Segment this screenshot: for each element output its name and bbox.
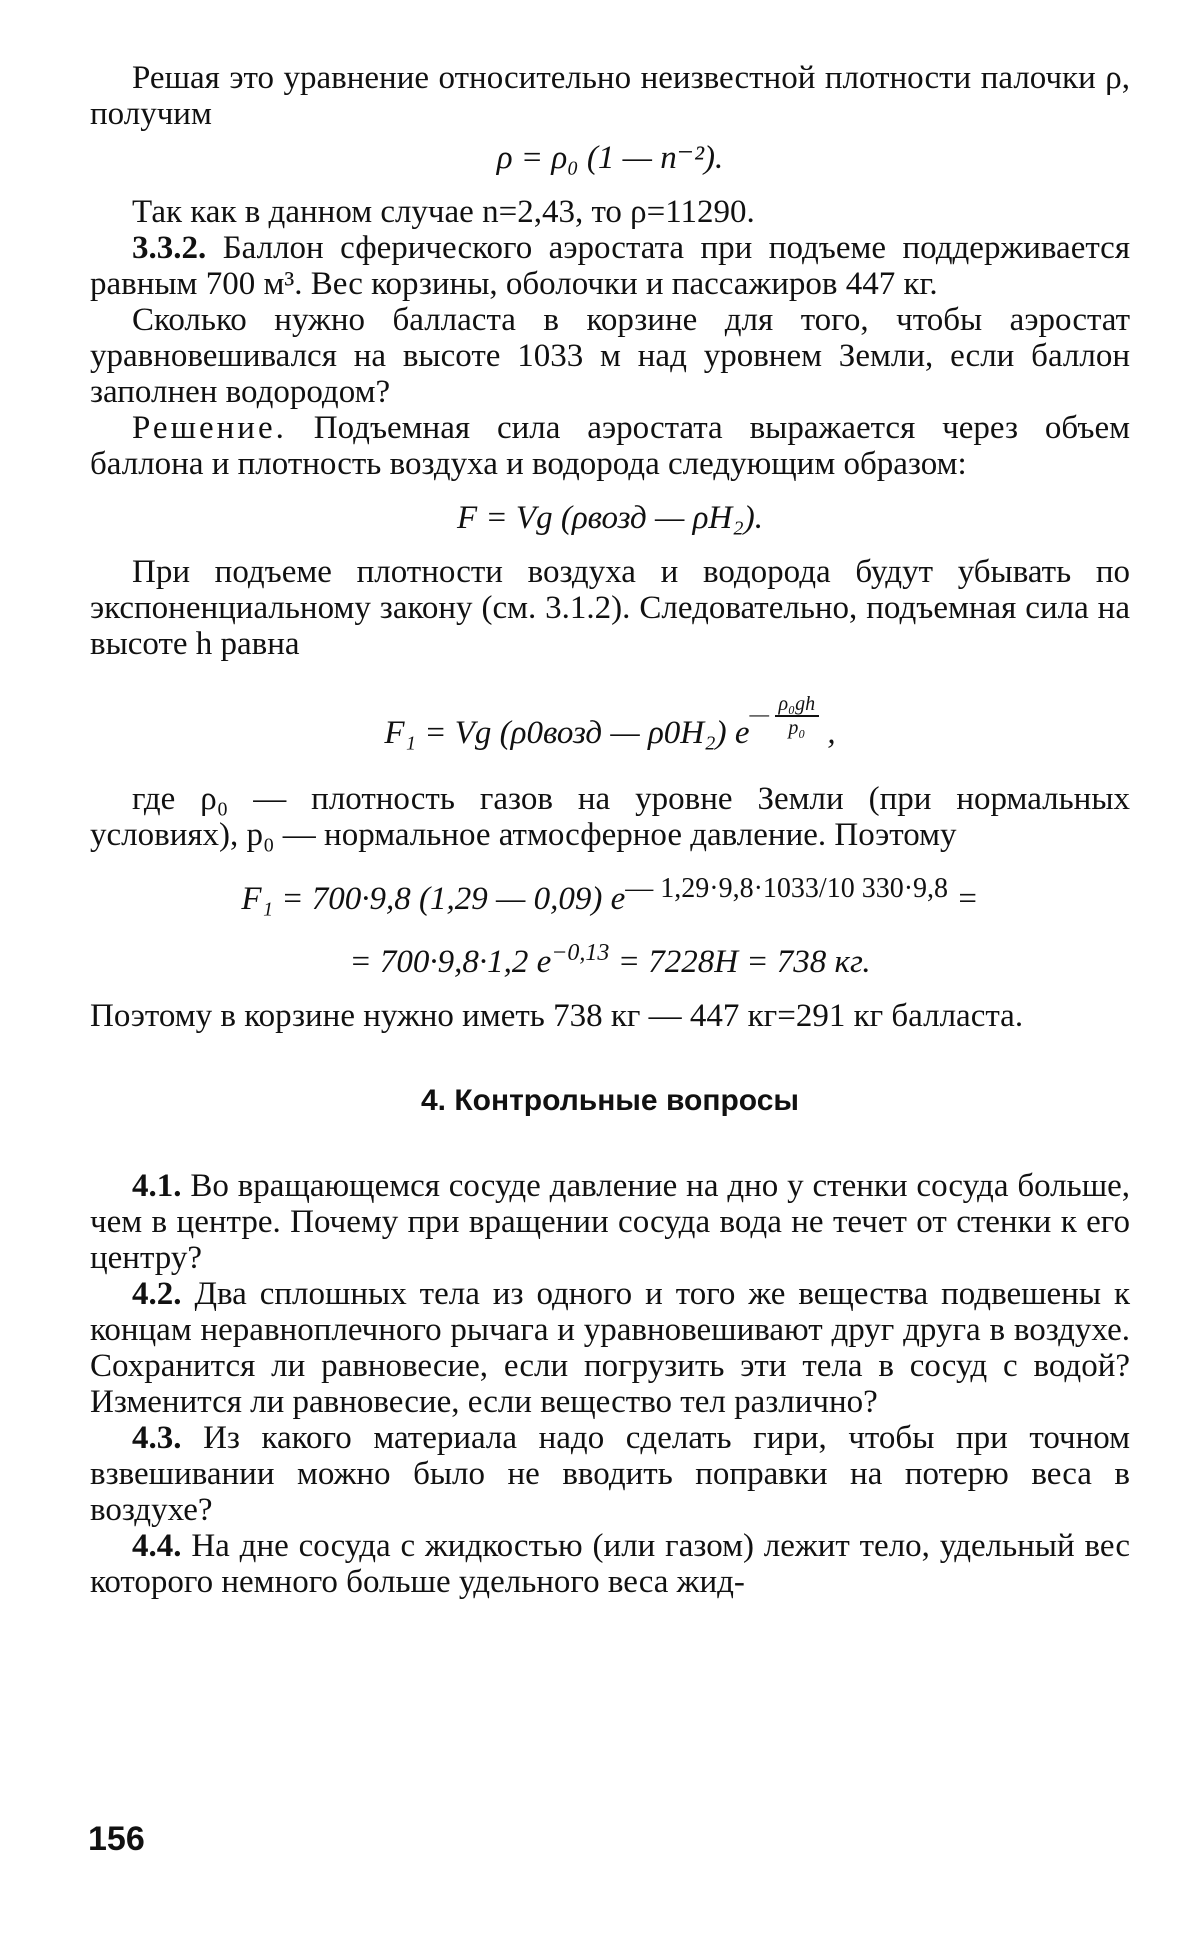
question-number: 4.2. bbox=[132, 1276, 182, 1312]
exponent-fraction bbox=[775, 693, 820, 739]
section-title: 4. Контрольные вопросы bbox=[420, 1084, 800, 1117]
question-number: 4.4. bbox=[132, 1528, 182, 1564]
page-number: 156 bbox=[88, 1820, 145, 1858]
problem-text: Баллон сферического аэростата при подъеме поддерживается равным 700 м³. Вес корзины, оболочки и пассажиров 447 кг. bbox=[90, 230, 1130, 302]
question-4-1 bbox=[90, 1168, 1130, 1276]
eq4-a: F₁ = 700·9,8 (1,29 — 0,09) e bbox=[241, 881, 626, 917]
equation-calc-1 bbox=[90, 871, 1130, 917]
equation-calc-2 bbox=[90, 935, 1130, 980]
eq4-b: = 700·9,8·1,2 e bbox=[349, 944, 552, 980]
question-text: Во вращающемся сосуде давление на дно у стенки сосуда больше, чем в центре. Почему при вращении сосуда вода не течет от стенки к его центру? bbox=[90, 1168, 1130, 1276]
paragraph-exponential: При подъеме плотности воздуха и водорода будут убывать по экспоненциальному закону (см. 3.1.2). Следовательно, подъемная сила на высоте h равна bbox=[90, 554, 1130, 662]
page-content bbox=[90, 60, 1130, 1600]
solution-text: Подъемная сила аэростата выражается через объем баллона и плотность воздуха и водорода следующим образом: bbox=[90, 410, 1130, 482]
question-number: 4.1. bbox=[132, 1168, 182, 1204]
paragraph-solve: Решая это уравнение относительно неизвестной плотности палочки ρ, получим bbox=[90, 60, 1130, 132]
question-4-3 bbox=[90, 1420, 1130, 1528]
question-text: Два сплошных тела из одного и того же вещества подвешены к концам неравноплечного рычага и уравновешивают друг друга в воздухе. Сохранится ли равновесие, если погрузить эти тела в сосуд с водой? Изменится ли равновесие, если вещество тел различно? bbox=[90, 1276, 1130, 1420]
paragraph-solution bbox=[90, 410, 1130, 482]
question-text: На дне сосуда с жидкостью (или газом) лежит тело, удельный вес которого немного больше удельного веса жид- bbox=[90, 1528, 1130, 1600]
equation-density: ρ = ρ₀ (1 — n⁻²). bbox=[496, 140, 724, 176]
solution-label: Решение. bbox=[132, 410, 287, 446]
paragraph-answer: Поэтому в корзине нужно иметь 738 кг — 447 кг=291 кг балласта. bbox=[90, 998, 1024, 1034]
eq4-a-end: = bbox=[948, 881, 979, 917]
paragraph-question: Сколько нужно балласта в корзине для того, чтобы аэростат уравновешивался на высоте 1033 м над уровнем Земли, если баллон заполнен водородом? bbox=[90, 302, 1130, 410]
problem-number: 3.3.2. bbox=[132, 230, 207, 266]
eq3-main: F₁ = Vg (ρ0возд — ρ0H₂) e bbox=[384, 715, 750, 751]
equation-lift-force-height: F₁ = Vg (ρ0возд — ρ0H₂) e— $\frac{\text{ρ₀gh}}{\text{p₀}}$ , bbox=[384, 692, 836, 751]
eq4-b-end: = 7228Н = 738 кг. bbox=[609, 944, 871, 980]
question-number: 4.3. bbox=[132, 1420, 182, 1456]
eq4-b-exponent: −0,13 bbox=[551, 940, 610, 966]
question-4-4 bbox=[90, 1528, 1130, 1600]
question-text: Из какого материала надо сделать гири, чтобы при точном взвешивании можно было не вводить поправки на потерю веса в воздухе? bbox=[90, 1420, 1130, 1528]
paragraph-result: Так как в данном случае n=2,43, то ρ=11290. bbox=[132, 194, 755, 230]
paragraph-where: где ρ₀ — плотность газов на уровне Земли (при нормальных условиях), p₀ — нормальное атмосферное давление. Поэтому bbox=[90, 781, 1130, 853]
question-4-2 bbox=[90, 1276, 1130, 1420]
exponent-denominator: p₀ bbox=[788, 716, 806, 739]
equation-lift-force: F = Vg (ρвозд — ρH₂). bbox=[457, 500, 763, 536]
exponent-numerator: ρ₀gh bbox=[775, 693, 820, 717]
problem-3-3-2 bbox=[90, 230, 1130, 302]
eq4-a-exponent: — 1,29·9,8·1033/10 330·9,8 bbox=[625, 873, 949, 904]
